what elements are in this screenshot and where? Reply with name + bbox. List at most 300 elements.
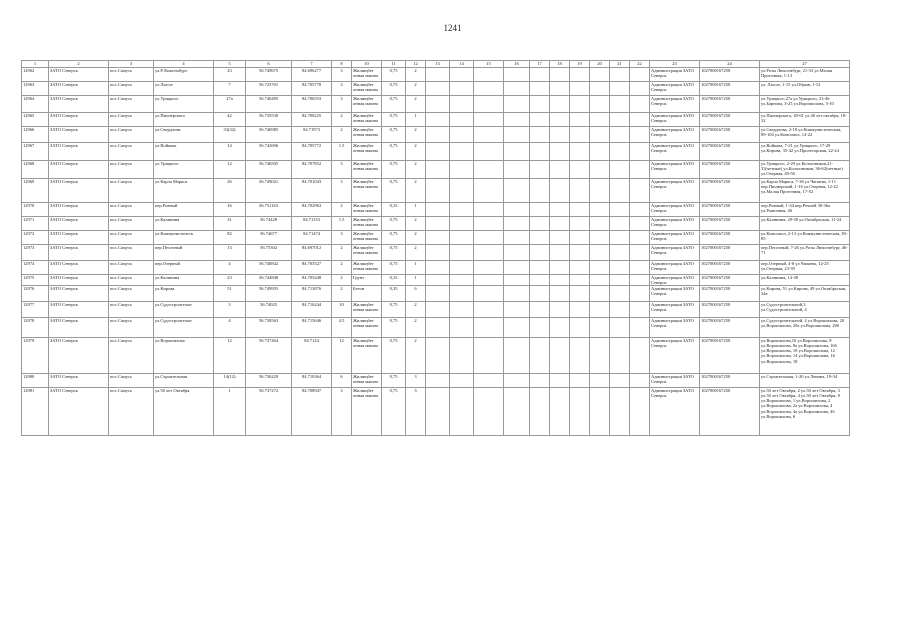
table-cell: Жилищбет онная машна [352,245,382,261]
table-cell: ЗАТО Северск [49,127,109,143]
table-cell: 84.716244 [292,302,332,318]
table-cell [530,113,550,127]
table-cell: Администрация ЗАТО Северск [650,96,700,113]
table-cell: Администрация ЗАТО Северск [650,161,700,179]
table-cell [504,161,530,179]
column-header: 6 [246,61,292,68]
column-header: 5 [214,61,246,68]
table-cell: ул.Судостроительн [154,302,214,318]
table-cell: 12968 [22,161,49,179]
table-cell [504,203,530,217]
table-cell: 2 [406,96,426,113]
table-cell: ул.50 лет Октября, 2 ул.50 лет Октября, 3 ул.50 лет Октября, 4 ул.50 лет Октября, 8 ул.Ворошилова, 1 ул.Ворошилова, 2 ул.Ворошилова, 2а ул.Ворошилова, 4 ул.Ворошилова, 4а ул.Ворошилова, 4б ул.Ворошилова, 6 [760,388,850,436]
table-cell [550,113,570,127]
table-cell [550,286,570,302]
column-header: 20 [590,61,610,68]
table-cell: 2 [406,161,426,179]
table-cell: Администрация ЗАТО Северск [650,318,700,338]
table-cell: 23 [214,275,246,286]
table-cell: 12966 [22,127,49,143]
table-cell: 56.749675 [246,68,292,82]
table-cell [570,388,590,436]
table-cell [550,143,570,161]
table-cell [426,374,450,388]
table-row [22,302,850,318]
table-cell [426,286,450,302]
table-cell: ЗАТО Северск [49,82,109,96]
table-cell: 2 [406,68,426,82]
table-cell: 0,75 [382,179,406,203]
table-row [22,261,850,275]
table-cell: 12973 [22,245,49,261]
table-cell [504,275,530,286]
table-cell: 56.725701 [246,82,292,96]
table-cell [474,302,504,318]
table-cell: ул.Кирова, 51 ул.Кирова, 49 ул.Октябрьская, 34а [760,286,850,302]
table-cell [530,261,550,275]
table-cell: 14 [214,143,246,161]
table-cell [530,203,550,217]
table-cell: 6 [406,286,426,302]
table-cell: пос.Самусь [109,82,154,96]
table-cell [570,261,590,275]
table-cell [504,388,530,436]
table-cell: 84.7124 [292,338,332,374]
table-cell [450,374,474,388]
table-cell: пос.Самусь [109,113,154,127]
table-cell: ЗАТО Северск [49,179,109,203]
table-cell: 1027000167250 [700,96,760,113]
table-cell [610,161,630,179]
table-cell: 3 [332,231,352,245]
column-header: 11 [382,61,406,68]
table-cell [550,96,570,113]
table-cell [550,245,570,261]
table-cell: пос.Самусь [109,127,154,143]
table-cell [504,179,530,203]
table-row [22,374,850,388]
column-header: 14 [450,61,474,68]
table-cell [426,231,450,245]
table-cell [426,261,450,275]
table-cell: 0,75 [382,388,406,436]
table-cell [550,68,570,82]
table-cell: Грунт [352,275,382,286]
table-cell: 1 [406,275,426,286]
table-cell: 4 [214,318,246,338]
table-cell: ЗАТО Северск [49,374,109,388]
table-cell: 56.735538 [246,113,292,127]
table-cell: 1027000167250 [700,161,760,179]
table-cell [474,275,504,286]
table-cell [450,127,474,143]
table-cell: 1027000167250 [700,388,760,436]
table-cell: 84.71973 [292,127,332,143]
table-cell [530,286,550,302]
table-row [22,203,850,217]
table-cell: 56.737272 [246,388,292,436]
table-cell [590,338,610,374]
table-cell [550,261,570,275]
column-header: 19 [570,61,590,68]
table-cell: Жилищбет онная машна [352,179,382,203]
table-row [22,245,850,261]
table-cell: 84.696277 [292,68,332,82]
table-row [22,388,850,436]
table-cell [610,318,630,338]
table-cell: 82 [214,231,246,245]
table-cell: ул.Ворошилова,16 ул.Ворошилова, 8 ул.Ворошилова, 8а ул.Ворошилова, 16б ул.Ворошилова, 10 ул.Ворошилова, 12 ул.Ворошилова, 14 ул.Ворошилова, 16 ул.Ворошилова, 18 [760,338,850,374]
table-cell: Жилищбет онная машна [352,113,382,127]
table-cell: 33(32) [214,127,246,143]
table-cell: 12979 [22,338,49,374]
table-cell [610,68,630,82]
table-cell: 12972 [22,231,49,245]
table-cell: ул.Судостроительной,3 ул.Судостроительной, 4 [760,302,850,318]
table-cell [450,179,474,203]
table-cell: Жилищбет онная машна [352,143,382,161]
table-cell: 0,75 [382,113,406,127]
table-cell: Администрация ЗАТО Северск [650,179,700,203]
table-cell: ул.Р.Люксембург [154,68,214,82]
table-cell: ЗАТО Северск [49,318,109,338]
table-cell [426,127,450,143]
table-cell [610,143,630,161]
table-cell: ул.Урицкого [154,161,214,179]
table-cell [630,82,650,96]
table-cell [530,161,550,179]
table-cell [504,338,530,374]
table-row [22,231,850,245]
table-cell: ЗАТО Северск [49,231,109,245]
table-cell: 84.708947 [292,388,332,436]
table-cell [504,302,530,318]
table-cell: ул.Кирова [154,286,214,302]
table-cell: пос.Самусь [109,68,154,82]
table-cell: 7 [214,82,246,96]
table-cell: пос.Самусь [109,143,154,161]
table-cell [426,217,450,231]
table-row [22,318,850,338]
column-header: 17 [530,61,550,68]
table-cell [474,68,504,82]
table-cell: пос.Самусь [109,161,154,179]
table-cell: Бетон [352,286,382,302]
table-cell: 1027000167250 [700,338,760,374]
table-cell: 12967 [22,143,49,161]
table-cell [630,68,650,82]
table-cell: 12962 [22,68,49,82]
table-cell [630,261,650,275]
table-cell: 2 [406,179,426,203]
table-cell [590,245,610,261]
table-cell [570,302,590,318]
table-cell: Жилищбет онная машна [352,82,382,96]
table-cell: 56.746985 [246,127,292,143]
table-cell: 0,75 [382,245,406,261]
table-cell [530,388,550,436]
table-cell [590,161,610,179]
table-cell: пос.Самусь [109,388,154,436]
column-header: 2 [49,61,109,68]
table-cell: 1.5 [332,143,352,161]
table-cell [504,143,530,161]
column-header: 15 [474,61,504,68]
table-cell: 2 [332,127,352,143]
table-cell: 3 [332,179,352,203]
table-cell: ул.Строительная [154,374,214,388]
table-cell [474,127,504,143]
table-cell [630,179,650,203]
table-cell: 0,75 [382,68,406,82]
table-cell: 1.5 [332,217,352,231]
table-cell: 2 [332,113,352,127]
table-cell: 2 [406,231,426,245]
table-cell: 56.74677 [246,231,292,245]
table-cell: 84.697012 [292,245,332,261]
table-cell: пос.Самусь [109,374,154,388]
table-cell: 12964 [22,96,49,113]
table-cell: ул.Урицкого, 2-29 ул.Колхозников,21-33(четные) ул.Колхозников, 36-62(четные) ул.Озерная, 49-56 [760,161,850,179]
table-cell [530,127,550,143]
table-cell: ЗАТО Северск [49,338,109,374]
table-cell: ЗАТО Северск [49,68,109,82]
table-cell [630,113,650,127]
table-cell [530,96,550,113]
column-header: 13 [426,61,450,68]
table-cell [570,286,590,302]
table-cell: Жилищбет онная машна [352,68,382,82]
column-header: 4 [154,61,214,68]
table-cell: 84.700225 [292,113,332,127]
table-cell [426,143,450,161]
table-cell [590,127,610,143]
table-cell [474,261,504,275]
table-cell [630,318,650,338]
table-cell [450,82,474,96]
table-cell: 12969 [22,179,49,203]
table-cell: 3 [332,68,352,82]
table-cell [590,231,610,245]
table-cell: Жилищбет онная машна [352,217,382,231]
table-cell [550,127,570,143]
table-cell: 26 [214,179,246,203]
table-cell [504,217,530,231]
table-cell: 23 [214,68,246,82]
table-cell: Администрация ЗАТО Северск [650,374,700,388]
table-cell: ул.Комсомол, 2-13 ул.Коммунистическая, 83-85 [760,231,850,245]
table-cell: 1027000167250 [700,217,760,231]
table-cell: 12978 [22,318,49,338]
table-cell [474,318,504,338]
table-cell: 2 [406,302,426,318]
table-cell [570,143,590,161]
table-cell [450,275,474,286]
table-cell [610,217,630,231]
table-cell [610,203,630,217]
table-cell: 10 [332,302,352,318]
table-cell: 84.706553 [292,96,332,113]
column-header: 27 [760,61,850,68]
table-cell [550,388,570,436]
table-cell [550,231,570,245]
table-row [22,275,850,286]
table-cell [630,302,650,318]
table-cell [426,388,450,436]
table-cell: 12963 [22,82,49,96]
table-cell [590,113,610,127]
table-row [22,68,850,82]
table-cell: Жилищбет онная машна [352,318,382,338]
table-cell [450,96,474,113]
table-cell: 84.710364 [292,374,332,388]
table-cell: 12977 [22,302,49,318]
table-cell: 0,35 [382,203,406,217]
table-cell [610,374,630,388]
table-cell [550,203,570,217]
table-cell: 1027000167250 [700,318,760,338]
table-cell: 1027000167250 [700,113,760,127]
table-cell [450,161,474,179]
table-cell: 56.737464 [246,338,292,374]
table-cell: 2 [332,286,352,302]
table-cell: ЗАТО Северск [49,217,109,231]
table-cell [504,113,530,127]
table-cell: Жилищбет онная машна [352,161,382,179]
table-cell [504,82,530,96]
table-cell: 0,75 [382,161,406,179]
table-cell [610,286,630,302]
table-cell [630,217,650,231]
table-cell: 12 [332,338,352,374]
table-cell: ул.Ворошилова [154,338,214,374]
table-cell [590,286,610,302]
table-cell: 0,75 [382,82,406,96]
table-cell [530,143,550,161]
table-cell: 1 [214,388,246,436]
table-cell [550,275,570,286]
table-cell: 0,75 [382,318,406,338]
table-cell: 0,35 [382,286,406,302]
table-cell [504,261,530,275]
table-cell: Жилищбет онная машна [352,127,382,143]
table-cell: ЗАТО Северск [49,203,109,217]
table-cell: пос.Самусь [109,261,154,275]
table-cell: 4.5 [332,318,352,338]
table-cell [426,245,450,261]
column-header: 12 [406,61,426,68]
table-cell [530,275,550,286]
table-cell [570,96,590,113]
table-cell: 2 [406,143,426,161]
table-cell: Администрация ЗАТО Северск [650,217,700,231]
table-cell [450,231,474,245]
table-cell: 51 [214,286,246,302]
table-cell [450,338,474,374]
table-cell [474,179,504,203]
table-cell: ул.Карла Маркса [154,179,214,203]
table-cell [630,338,650,374]
table-cell [474,245,504,261]
table-cell: 12971 [22,217,49,231]
table-cell: 13 [214,245,246,261]
table-cell: пос.Самусь [109,96,154,113]
table-cell: Администрация ЗАТО Северск [650,68,700,82]
table-cell [426,96,450,113]
table-cell: 4 [214,261,246,275]
column-header: 3 [109,61,154,68]
table-cell: 0,75 [382,231,406,245]
table-cell: пос.Самусь [109,275,154,286]
column-header: 22 [630,61,650,68]
table-cell [590,318,610,338]
table-cell: 31 [214,217,246,231]
table-cell [610,245,630,261]
table-cell: ЗАТО Северск [49,275,109,286]
table-cell [530,231,550,245]
table-cell [630,286,650,302]
table-cell [530,302,550,318]
table-cell: Администрация ЗАТО Северск [650,388,700,436]
table-cell: 84.705778 [292,82,332,96]
table-cell: 0,75 [382,143,406,161]
table-cell: 1 [406,261,426,275]
table-cell: ул.Судостроительной, 4 ул.Ворошилова, 20 ул.Ворошилова, 20а ул.Ворошилова, 20б [760,318,850,338]
table-cell: ул.Калинина [154,275,214,286]
table-row [22,161,850,179]
table-cell [610,127,630,143]
table-cell: пос.Самусь [109,231,154,245]
table-cell: 1027000167250 [700,203,760,217]
table-cell [610,179,630,203]
table-cell: 3 [332,82,352,96]
table-cell: 0,75 [382,302,406,318]
table-cell [630,127,650,143]
table-cell: ЗАТО Северск [49,261,109,275]
data-table [21,60,850,436]
table-cell [590,302,610,318]
table-cell: ул.Свердлова, 2-18 ул.Коммунистическая, 89-104 ул.Комсомол, 14-22 [760,127,850,143]
table-cell: 6 [332,374,352,388]
table-cell: 1 [406,203,426,217]
table-cell: 56.742696 [246,143,292,161]
table-cell: 56.749955 [246,286,292,302]
table-cell [530,179,550,203]
table-cell [570,82,590,96]
table-cell: 3 [406,374,426,388]
table-cell [570,127,590,143]
table-cell [570,275,590,286]
table-cell: пер.Песочный [154,245,214,261]
table-cell [570,318,590,338]
table-cell: пер.Песочный, 7-26 ул.Розы Люксембург, 46-71 [760,245,850,261]
table-cell: Жилищбет онная машна [352,96,382,113]
table-cell [570,217,590,231]
table-cell: 12 [214,338,246,374]
table-cell: 56.744848 [246,275,292,286]
table-cell: Администрация ЗАТО Северск [650,127,700,143]
table-cell [426,338,450,374]
table-cell: 84.707852 [292,161,332,179]
table-cell: 2 [406,318,426,338]
table-cell: 12 [214,161,246,179]
table-cell: 12980 [22,374,49,388]
table-cell: 12981 [22,388,49,436]
table-cell [550,318,570,338]
table-cell [590,275,610,286]
table-cell [610,338,630,374]
table-cell [630,231,650,245]
